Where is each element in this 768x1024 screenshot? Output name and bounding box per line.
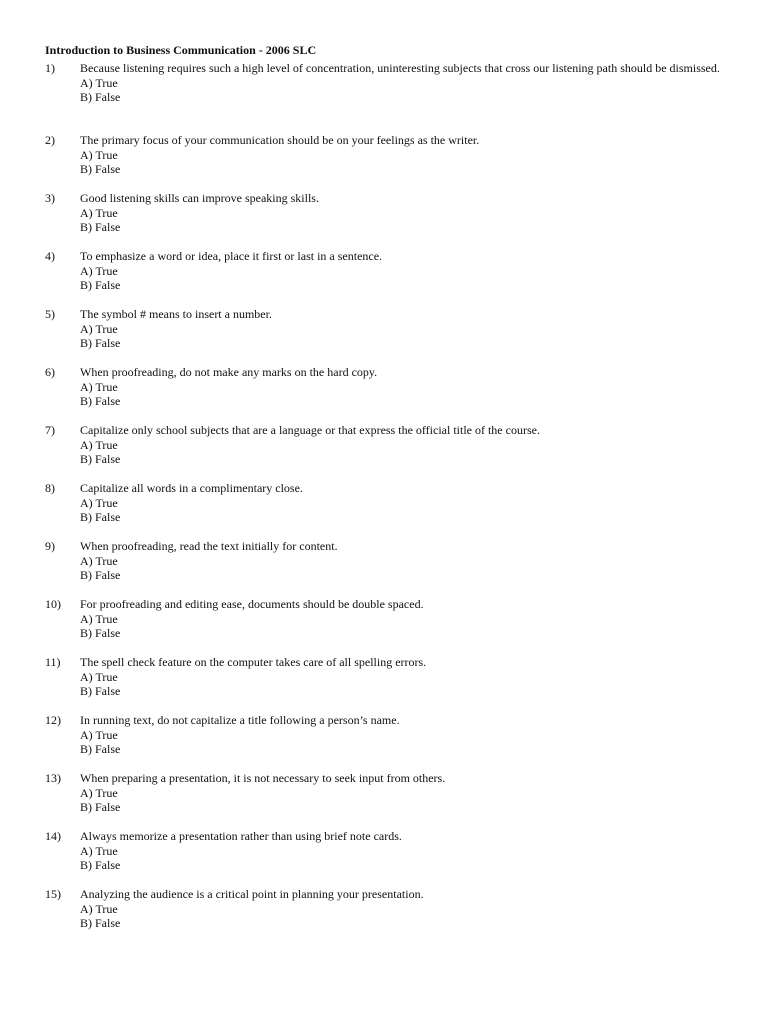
option-true: A) True (80, 437, 118, 452)
question-text: When proofreading, read the text initially for content. (80, 539, 338, 553)
question-number: 12) (45, 713, 61, 727)
question-body (80, 539, 720, 583)
question-number: 14) (45, 829, 61, 843)
question-body (80, 133, 720, 177)
question-body (80, 771, 720, 815)
question-body (80, 307, 720, 351)
question-text: Analyzing the audience is a critical point in planning your presentation. (80, 887, 424, 901)
option-false: B) False (80, 394, 121, 408)
option-false: B) False (80, 90, 121, 104)
question-text: Capitalize only school subjects that are a language or that express the official title of the course. (80, 423, 540, 437)
question-body (80, 829, 720, 873)
option-false: B) False (80, 568, 121, 582)
question-number: 2) (45, 133, 55, 147)
option-false: B) False (80, 220, 121, 234)
option-true: A) True (80, 785, 118, 800)
option-true: A) True (80, 553, 118, 568)
option-true: A) True (80, 379, 118, 394)
question-number: 10) (45, 597, 61, 611)
option-true: A) True (80, 495, 118, 510)
question-number: 15) (45, 887, 61, 901)
option-false: B) False (80, 684, 121, 698)
question-body (80, 887, 720, 931)
option-false: B) False (80, 162, 121, 176)
question-number: 6) (45, 365, 55, 379)
question-text: For proofreading and editing ease, documents should be double spaced. (80, 597, 424, 611)
question-text: The spell check feature on the computer takes care of all spelling errors. (80, 655, 427, 669)
question-text: Always memorize a presentation rather than using brief note cards. (80, 829, 402, 843)
option-true: A) True (80, 669, 118, 684)
option-true: A) True (80, 147, 118, 162)
question-text: Because listening requires such a high level of concentration, uninteresting subjects that cross our listening path should be dismissed. (80, 61, 720, 75)
question-body (80, 365, 720, 409)
question-body (80, 481, 720, 525)
question-number: 3) (45, 191, 55, 205)
question-text: When preparing a presentation, it is not necessary to seek input from others. (80, 771, 446, 785)
question-body (80, 713, 720, 757)
option-false: B) False (80, 336, 121, 350)
question-text: The symbol # means to insert a number. (80, 307, 272, 321)
question-number: 5) (45, 307, 55, 321)
question-text: Good listening skills can improve speaking skills. (80, 191, 319, 205)
question-number: 7) (45, 423, 55, 437)
option-false: B) False (80, 800, 121, 814)
question-text: The primary focus of your communication should be on your feelings as the writer. (80, 133, 480, 147)
option-true: A) True (80, 263, 118, 278)
option-true: A) True (80, 843, 118, 858)
question-body (80, 423, 720, 467)
option-false: B) False (80, 742, 121, 756)
option-false: B) False (80, 858, 121, 872)
option-false: B) False (80, 452, 121, 466)
question-number: 8) (45, 481, 55, 495)
option-true: A) True (80, 321, 118, 336)
option-true: A) True (80, 611, 118, 626)
question-body (80, 191, 720, 235)
option-true: A) True (80, 727, 118, 742)
question-text: To emphasize a word or idea, place it first or last in a sentence. (80, 249, 383, 263)
question-number: 13) (45, 771, 61, 785)
option-true: A) True (80, 901, 118, 916)
question-body (80, 61, 720, 105)
question-number: 11) (45, 655, 61, 669)
question-number: 9) (45, 539, 55, 553)
question-text: In running text, do not capitalize a title following a person’s name. (80, 713, 400, 727)
option-false: B) False (80, 278, 121, 292)
question-text: When proofreading, do not make any marks on the hard copy. (80, 365, 378, 379)
option-false: B) False (80, 626, 121, 640)
question-body (80, 597, 720, 641)
option-false: B) False (80, 916, 121, 930)
option-true: A) True (80, 75, 118, 90)
question-number: 1) (45, 61, 55, 75)
question-number: 4) (45, 249, 55, 263)
option-false: B) False (80, 510, 121, 524)
question-body (80, 249, 720, 293)
document-title: Introduction to Business Communication - 2006 SLC (45, 43, 317, 57)
question-body (80, 655, 720, 699)
question-text: Capitalize all words in a complimentary close. (80, 481, 303, 495)
option-true: A) True (80, 205, 118, 220)
